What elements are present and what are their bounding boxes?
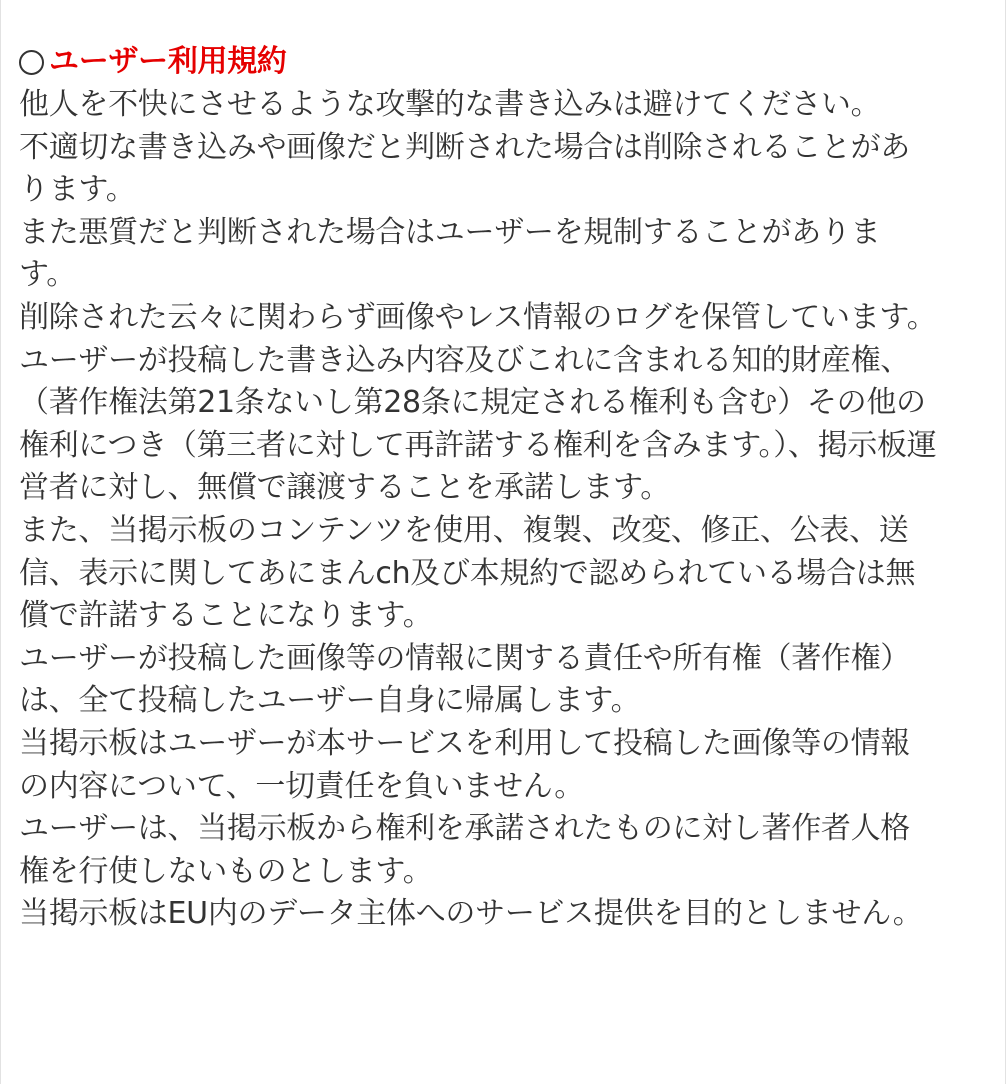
terms-line: ユーザーが投稿した書き込み内容及びこれに含まれる知的財産権、 [19, 342, 910, 378]
terms-body [19, 84, 994, 936]
terms-line: 不適切な書き込みや画像だと判断された場合は削除されることがあ [19, 129, 910, 165]
terms-line: 他人を不快にさせるような攻撃的な書き込みは避けてください。 [19, 87, 881, 122]
terms-line: 削除された云々に関わらず画像やレス情報のログを保管しています。 [19, 299, 937, 335]
terms-heading-text: ユーザー利用規約 [49, 43, 287, 79]
terms-line: 信、表示に関してあにまんch及び本規約で認められている場合は無 [19, 555, 916, 591]
terms-line: 営者に対し、無償で譲渡することを承諾します。 [19, 470, 670, 506]
terms-line: ユーザーは、当掲示板から権利を承諾されたものに対し著作者人格 [19, 811, 910, 847]
terms-line: ります。 [19, 172, 136, 208]
terms-line: は、全て投稿したユーザー自身に帰属します。 [19, 683, 641, 719]
terms-line: 当掲示板はEU内のデータ主体へのサービス提供を目的としません。 [19, 896, 923, 932]
terms-content [19, 40, 994, 936]
terms-line: 権を行使しないものとします。 [19, 853, 433, 889]
terms-line: 当掲示板はユーザーが本サービスを利用して投稿した画像等の情報 [19, 725, 910, 761]
terms-line: ユーザーが投稿した画像等の情報に関する責任や所有権（著作権） [19, 640, 910, 676]
terms-line: また悪質だと判断された場合はユーザーを規制することがありま [19, 214, 881, 250]
terms-line: 権利につき（第三者に対して再許諾する権利を含みます。）、掲示板運 [19, 427, 937, 463]
terms-line: （著作権法第21条ないし第28条に規定される権利も含む）その他の [19, 385, 926, 421]
terms-heading [19, 40, 994, 84]
terms-line: の内容について、一切責任を負いません。 [19, 768, 584, 804]
terms-line: す。 [19, 257, 76, 293]
terms-line: 償で許諾することになります。 [19, 598, 433, 634]
circle-outline-icon [19, 50, 44, 75]
terms-line: また、当掲示板のコンテンツを使用、複製、改変、修正、公表、送 [19, 512, 909, 548]
